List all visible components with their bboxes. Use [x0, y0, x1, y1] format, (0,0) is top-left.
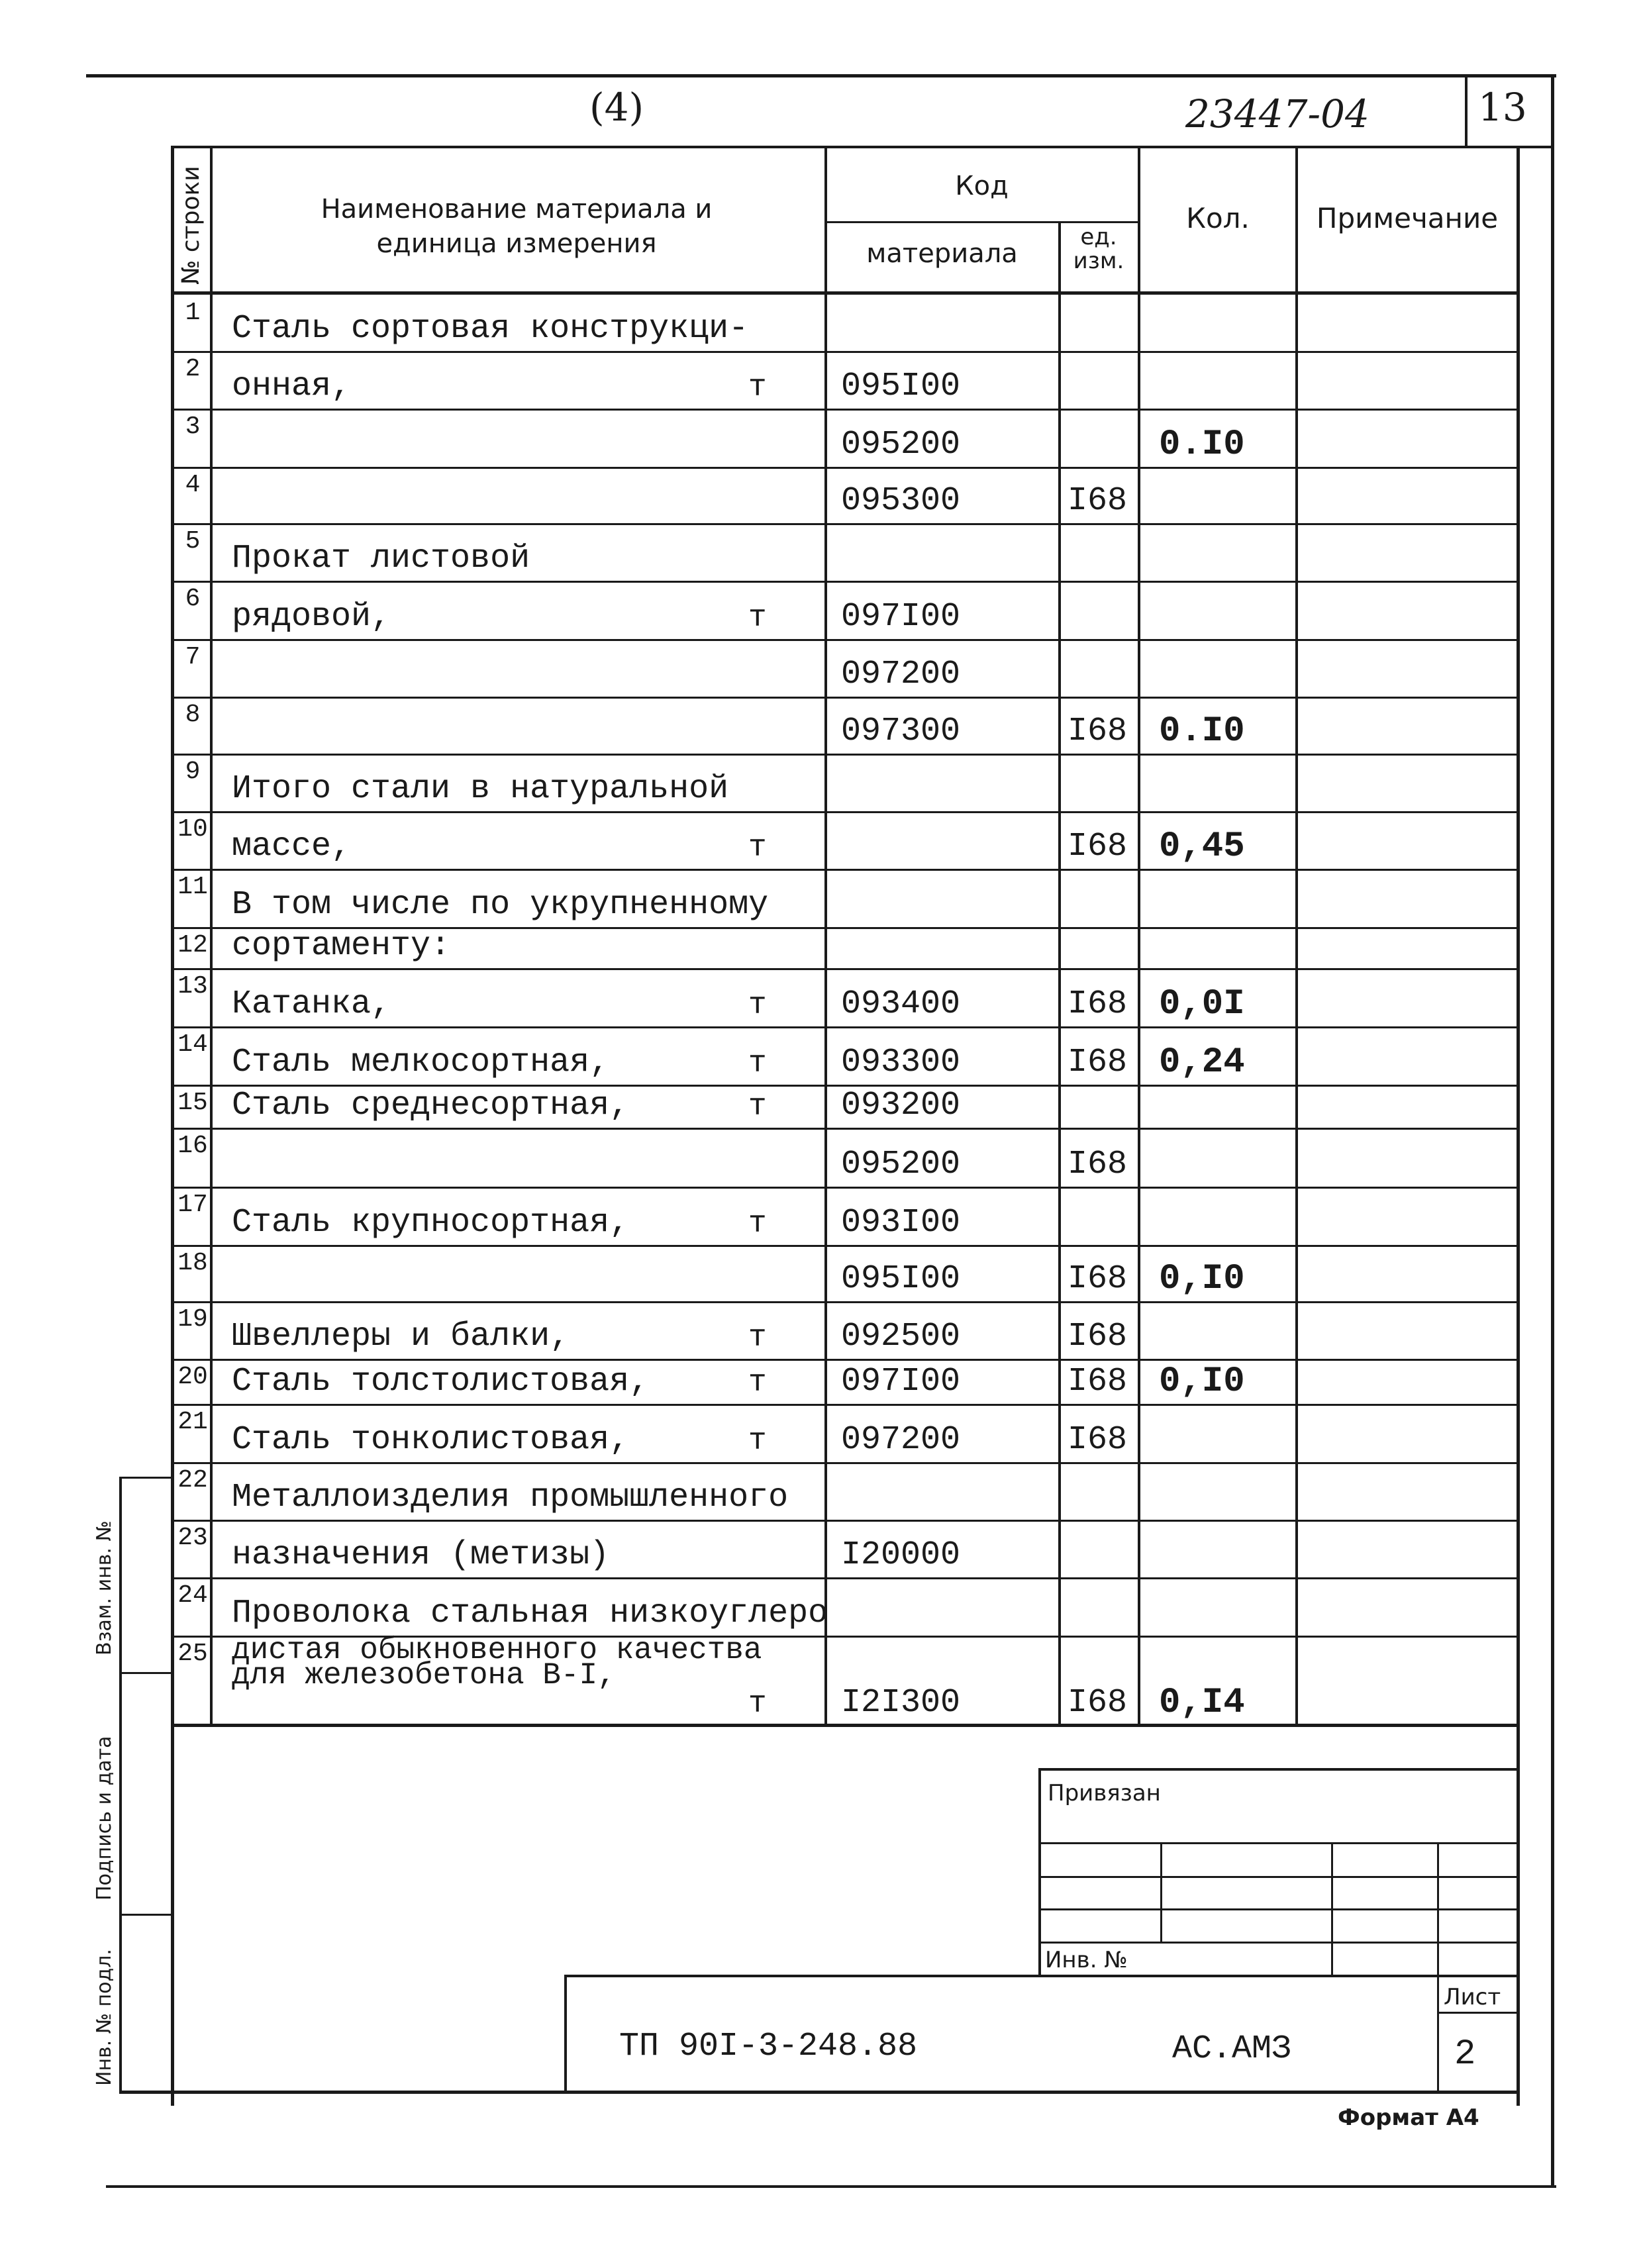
header-bottom-line: [171, 291, 1519, 295]
row-material-code: 095200: [841, 1146, 961, 1183]
row-material-code: I20000: [841, 1536, 961, 1574]
row-divider: [171, 754, 1519, 756]
row-number: 9: [185, 758, 201, 786]
margin-hline-3: [119, 1914, 172, 1916]
row-number: 21: [177, 1408, 208, 1436]
stamp-vline-a: [1160, 1842, 1162, 1942]
row-material-code: 093400: [841, 985, 961, 1023]
stamp-doc-mark: АС.АМЗ: [1172, 2030, 1292, 2068]
row-divider: [171, 1026, 1519, 1028]
row-quantity: 0,I0: [1159, 1361, 1245, 1402]
row-divider: [171, 351, 1519, 353]
row-number: 19: [177, 1305, 208, 1334]
inner-left-border: [171, 146, 174, 2106]
stamp-hline-4: [1038, 1942, 1519, 1944]
row-name: Прокат листовой: [232, 540, 530, 577]
row-unit-code: I68: [1068, 482, 1128, 520]
stamp-format: Формат А4: [1338, 2104, 1479, 2131]
row-number: 10: [177, 815, 208, 844]
row-divider: [171, 639, 1519, 641]
row-unit-letter: т: [748, 1424, 767, 1458]
row-number: 17: [177, 1191, 208, 1219]
row-unit-letter: т: [748, 988, 767, 1022]
row-number: 5: [185, 527, 201, 556]
stamp-list-value: 2: [1454, 2034, 1476, 2075]
row-name: Сталь мелкосортная,: [232, 1044, 610, 1081]
row-divider: [171, 1577, 1519, 1579]
row-number: 25: [177, 1640, 208, 1668]
code-subheader-line: [824, 221, 1139, 223]
page-box-left: [1465, 74, 1468, 147]
stamp-vline-b: [1331, 1842, 1333, 1975]
row-quantity: 0.I0: [1159, 711, 1245, 752]
col-divider-note: [1295, 146, 1298, 1725]
row-name: Металлоизделия промышленного: [232, 1479, 789, 1516]
row-material-code: 095I00: [841, 1260, 961, 1298]
row-name: Катанка,: [232, 985, 391, 1023]
top-border-line: [86, 74, 1556, 77]
row-divider: [171, 467, 1519, 469]
row-unit-code: I68: [1068, 1684, 1128, 1722]
row-unit-code: I68: [1068, 828, 1128, 865]
bottom-border-line: [106, 2185, 1556, 2188]
margin-inv-podl: Инв. № подл.: [93, 1949, 116, 2086]
row-name-continued: для железобетона В-I,: [232, 1658, 616, 1693]
row-unit-code: I68: [1068, 1318, 1128, 1356]
stamp-list-label: Лист: [1444, 1984, 1501, 2010]
row-name: онная,: [232, 368, 352, 405]
row-quantity: 0,24: [1159, 1042, 1245, 1083]
row-divider: [171, 1301, 1519, 1303]
margin-vzam-inv: Взам. инв. №: [93, 1520, 116, 1655]
row-number: 24: [177, 1581, 208, 1610]
row-number: 15: [177, 1089, 208, 1117]
inner-bottom-border: [119, 2091, 1520, 2094]
row-material-code: 093I00: [841, 1204, 961, 1242]
row-divider: [171, 1462, 1519, 1464]
stamp-doc-code: ТП 90I-3-248.88: [619, 2028, 918, 2065]
row-unit-code: I68: [1068, 985, 1128, 1023]
stamp-privyazan: Привязан: [1048, 1780, 1161, 1806]
row-name: Итого стали в натуральной: [232, 770, 729, 808]
row-name: В том числе по укрупненному: [232, 886, 769, 924]
stamp-hline-1: [1038, 1842, 1519, 1844]
row-divider: [171, 581, 1519, 583]
row-name: рядовой,: [232, 598, 391, 636]
row-quantity: 0,0I: [1159, 984, 1245, 1024]
margin-hline-2: [119, 1672, 172, 1674]
margin-hline-1: [119, 1477, 172, 1479]
row-name: Сталь крупносортная,: [232, 1204, 630, 1242]
row-quantity: 0,45: [1159, 826, 1245, 867]
margin-podpis-data: Подпись и дата: [93, 1736, 116, 1900]
row-divider: [171, 697, 1519, 699]
row-divider: [171, 409, 1519, 411]
row-unit-letter: т: [748, 1089, 767, 1124]
row-unit-letter: т: [748, 1207, 767, 1241]
page-number: 13: [1478, 85, 1527, 130]
row-divider: [171, 1520, 1519, 1522]
row-divider: [171, 1245, 1519, 1247]
row-unit-letter: т: [748, 1046, 767, 1081]
row-number: 12: [177, 931, 208, 960]
header-name: Наименование материала и единица измерения: [321, 194, 713, 259]
doc-number-handwritten: 23447-04: [1185, 91, 1369, 136]
table-bottom-line: [171, 1724, 1519, 1727]
row-name: Сталь сортовая конструкци-: [232, 310, 749, 348]
row-unit-letter: т: [748, 370, 767, 405]
header-row-number: № строки: [177, 166, 205, 285]
stamp-main-top: [564, 1975, 1519, 1977]
row-number: 23: [177, 1524, 208, 1552]
header-note: Примечание: [1316, 202, 1499, 234]
row-material-code: 092500: [841, 1318, 961, 1356]
col-divider-qty: [1138, 146, 1140, 1725]
row-material-code: 095200: [841, 426, 961, 464]
stamp-top-left-vline: [1038, 1768, 1041, 1975]
row-divider: [171, 523, 1519, 525]
row-unit-code: I68: [1068, 1044, 1128, 1081]
row-number: 8: [185, 701, 201, 729]
row-unit-letter: т: [748, 601, 767, 635]
row-divider: [171, 1187, 1519, 1189]
row-unit-code: I68: [1068, 1260, 1128, 1298]
row-unit-code: I68: [1068, 1363, 1128, 1401]
row-number: 7: [185, 643, 201, 671]
row-number: 2: [185, 355, 201, 383]
row-quantity: 0,I0: [1159, 1259, 1245, 1299]
center-mark: (4): [589, 85, 644, 130]
stamp-vline-c: [1437, 1842, 1439, 2091]
row-number: 18: [177, 1249, 208, 1277]
row-unit-letter: т: [748, 1320, 767, 1355]
row-unit-letter: т: [748, 830, 767, 865]
row-material-code: 097200: [841, 656, 961, 693]
row-name: сортаменту:: [232, 927, 451, 965]
col-divider-name: [824, 146, 827, 1725]
row-name: массе,: [232, 828, 352, 865]
row-divider: [171, 968, 1519, 970]
row-number: 13: [177, 972, 208, 1001]
row-number: 4: [185, 471, 201, 499]
row-material-code: 095300: [841, 482, 961, 520]
outer-right-border: [1551, 74, 1554, 2187]
row-material-code: 093300: [841, 1044, 961, 1081]
col-divider-unit: [1058, 222, 1061, 1725]
row-number: 1: [185, 299, 201, 327]
row-unit-code: I68: [1068, 1421, 1128, 1459]
row-material-code: 093200: [841, 1087, 961, 1124]
row-name: дистая обыкновенного качества: [232, 1633, 762, 1667]
header-code: Код: [955, 171, 1009, 201]
stamp-hline-3: [1038, 1908, 1519, 1910]
row-quantity: 0,I4: [1159, 1683, 1245, 1723]
margin-outer-vline: [119, 1477, 122, 2093]
row-number: 11: [177, 873, 208, 901]
stamp-main-left: [564, 1975, 567, 2093]
row-material-code: 097I00: [841, 598, 961, 636]
stamp-inv-no: Инв. №: [1045, 1947, 1128, 1973]
row-quantity: 0.I0: [1159, 424, 1245, 465]
row-name: Сталь среднесортная,: [232, 1087, 630, 1124]
row-divider: [171, 1359, 1519, 1361]
row-divider: [171, 1128, 1519, 1130]
row-divider: [171, 811, 1519, 813]
row-unit-letter: т: [748, 1687, 767, 1721]
row-name: Сталь тонколистовая,: [232, 1421, 630, 1459]
header-code-unit: ед. изм.: [1073, 224, 1124, 274]
row-number: 6: [185, 585, 201, 613]
row-material-code: 097300: [841, 713, 961, 750]
stamp-top-line: [1038, 1768, 1519, 1771]
row-divider: [171, 869, 1519, 871]
row-name: Сталь толстолистовая,: [232, 1363, 650, 1401]
row-name: Проволока стальная низкоуглеро: [232, 1595, 828, 1632]
row-material-code: I2I300: [841, 1684, 961, 1722]
row-divider: [171, 1404, 1519, 1406]
row-number: 16: [177, 1132, 208, 1160]
header-code-material: материала: [866, 238, 1018, 269]
row-material-code: 095I00: [841, 368, 961, 405]
row-number: 3: [185, 413, 201, 441]
row-unit-letter: т: [748, 1365, 767, 1400]
header-qty: Кол.: [1186, 202, 1250, 234]
row-unit-code: I68: [1068, 713, 1128, 750]
stamp-list-hline: [1437, 2012, 1519, 2014]
row-unit-code: I68: [1068, 1146, 1128, 1183]
row-number: 20: [177, 1363, 208, 1391]
row-number: 14: [177, 1030, 208, 1059]
row-material-code: 097I00: [841, 1363, 961, 1401]
stamp-hline-2: [1038, 1876, 1519, 1878]
inner-right-border: [1517, 146, 1520, 2106]
row-number: 22: [177, 1466, 208, 1495]
row-name: назначения (метизы): [232, 1536, 610, 1574]
row-material-code: 097200: [841, 1421, 961, 1459]
inner-top-border: [171, 146, 1552, 148]
row-name: Швеллеры и балки,: [232, 1318, 570, 1356]
